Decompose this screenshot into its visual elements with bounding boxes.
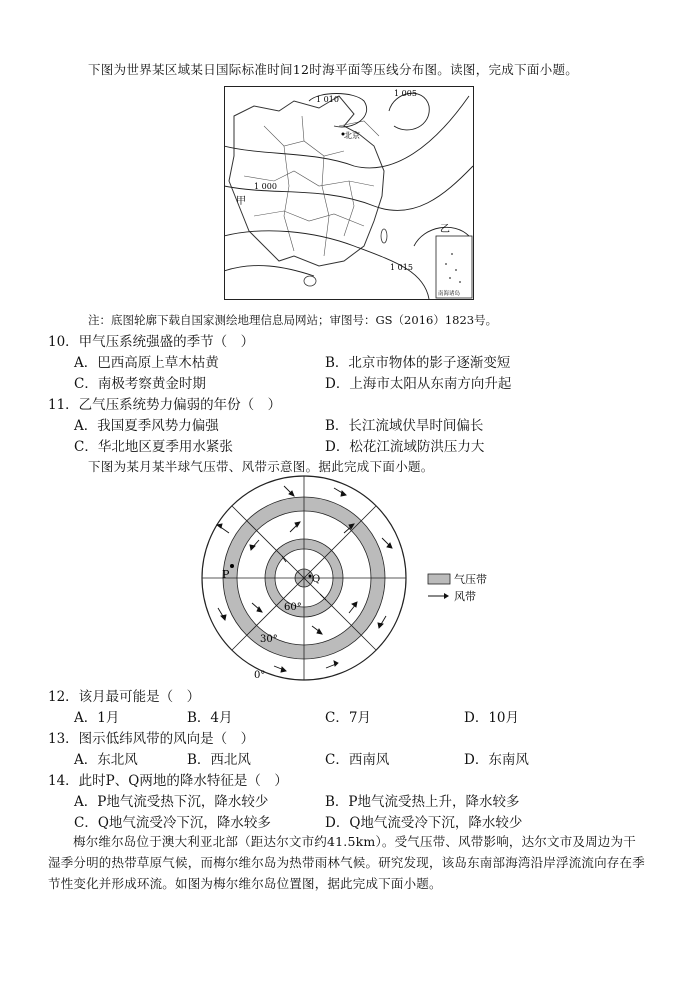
isobar-label-1005: 1 005	[394, 89, 417, 98]
legend-wind-label: 风带	[454, 590, 476, 603]
intro-text-1: 下图为世界某区域某日国际标准时间12时海平面等压线分布图。读图，完成下面小题。	[88, 62, 579, 77]
isobar-label-1000: 1 000	[254, 182, 277, 191]
question-12-option-a: A．1月	[74, 710, 120, 726]
question-14-option-a: A．P地气流受热下沉，降水较少	[74, 794, 269, 810]
question-13-stem: 13．图示低纬风带的风向是（ ）	[48, 731, 255, 747]
question-14-stem: 14．此时P、Q两地的降水特征是（ ）	[48, 773, 288, 789]
question-14-option-b: B．P地气流受热上升，降水较多	[325, 794, 520, 810]
question-11-option-a: A．我国夏季风势力偏强	[74, 418, 219, 434]
question-14-option-d: D．Q地气流受冷下沉，降水较少	[325, 815, 523, 831]
question-13-option-a: A．东北风	[74, 752, 138, 768]
question-11-stem: 11．乙气压系统势力偏弱的年份（ ）	[48, 397, 282, 413]
map-note: 注：底图轮廓下载自国家测绘地理信息局网站；审图号：GS（2016）1823号。	[88, 313, 498, 327]
point-p	[230, 564, 234, 568]
question-14-option-c: C．Q地气流受冷下沉，降水较多	[74, 815, 271, 831]
legend-belt-swatch	[428, 574, 450, 584]
question-12-option-d: D．10月	[464, 710, 520, 726]
intro-text-2: 下图为某月某半球气压带、风带示意图。据此完成下面小题。	[88, 459, 434, 474]
label-p: P	[222, 568, 230, 581]
isobar-label-1015: 1 015	[390, 263, 413, 272]
question-11-option-d: D．松花江流域防洪压力大	[325, 439, 485, 455]
question-13-option-d: D．东南风	[464, 752, 529, 768]
system-label-yi: 乙	[440, 224, 450, 235]
passage-paragraph: 梅尔维尔岛位于澳大利亚北部（距达尔文市约41.5km）。受气压带、风带影响，达尔文市及周边为干湿季分明的热带草原气候，而梅尔维尔岛为热带雨林气候。研究发现，该岛东南部海湾沿岸浮流流向存在季节性变化并形成环流。如图为梅尔维尔岛位置图，据此完成下面小题。	[48, 834, 645, 891]
question-10-option-c: C．南极考察黄金时期	[74, 376, 206, 392]
question-12-option-b: B．4月	[187, 710, 233, 726]
question-11-option-b: B．长江流域伏旱时间偏长	[325, 418, 484, 434]
question-12-option-c: C．7月	[325, 710, 371, 726]
question-10-option-d: D．上海市太阳从东南方向升起	[325, 376, 512, 392]
label-q: Q	[312, 574, 321, 585]
label-60-deg: 60°	[284, 602, 302, 613]
question-13-option-b: B．西北风	[187, 752, 251, 768]
inset-label: 南海诸岛	[438, 291, 461, 297]
inset-box	[436, 236, 472, 298]
pressure-wind-diagram	[196, 474, 506, 684]
question-13-option-c: C．西南风	[325, 752, 390, 768]
question-12-stem: 12．该月最可能是（ ）	[48, 689, 201, 705]
isobar-map	[224, 86, 474, 300]
isobar-label-1010: 1 010	[316, 95, 339, 104]
question-10-stem: 10．甲气压系统强盛的季节（ ）	[48, 334, 255, 350]
city-label-beijing: 北京	[344, 131, 360, 140]
legend-belt-label: 气压带	[454, 573, 487, 586]
system-label-jia: 甲	[236, 196, 246, 207]
question-10-option-a: A．巴西高原上草木枯黄	[74, 355, 219, 371]
label-30-deg: 30°	[260, 634, 278, 645]
label-0-deg: 0°	[254, 670, 266, 681]
beijing-dot	[342, 133, 345, 136]
question-11-option-c: C．华北地区夏季用水紧张	[74, 439, 233, 455]
question-10-option-b: B．北京市物体的影子逐渐变短	[325, 355, 511, 371]
